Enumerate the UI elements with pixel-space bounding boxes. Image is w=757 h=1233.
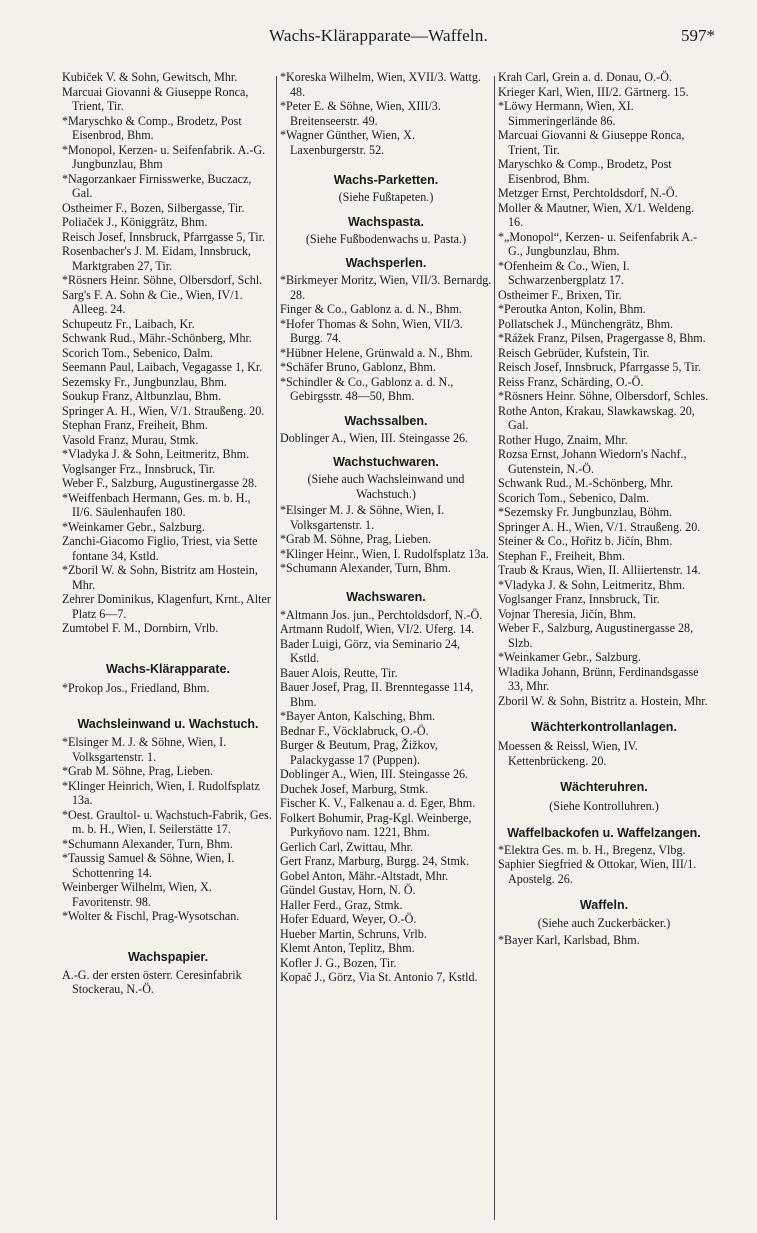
- directory-entry: Ostheimer F., Bozen, Silbergasse, Tir.: [62, 200, 245, 215]
- directory-entry: *Elektra Ges. m. b. H., Bregenz, Vlbg.: [498, 842, 686, 857]
- cross-reference-note: (Siehe Fußbodenwachs u. Pasta.): [305, 231, 467, 246]
- directory-entry: *Nagorzankaer Firnisswerke, Buczacz, Gal.: [62, 171, 255, 200]
- directory-entry: Soukup Franz, Altbunzlau, Bhm.: [62, 389, 222, 403]
- directory-entry: Steiner & Co., Hořitz b. Jičín, Bhm.: [498, 534, 673, 548]
- column-divider: [494, 76, 495, 1220]
- directory-entry: Doblinger A., Wien, III. Steingasse 26.: [280, 430, 469, 445]
- directory-entry: *Wolter & Fischl, Prag-Wysotschan.: [62, 909, 240, 923]
- directory-entry: *Vladyka J. & Sohn, Leitmeritz, Bhm.: [62, 447, 250, 461]
- directory-entry: Schupeutz Fr., Laibach, Kr.: [62, 316, 195, 331]
- directory-entry: *Schäfer Bruno, Gablonz, Bhm.: [280, 360, 436, 374]
- section-heading: Waffelbackofen u. Waffelzangen.: [507, 825, 701, 840]
- section-heading: Wachsleinwand u. Wachstuch.: [77, 717, 259, 731]
- directory-entry: *Prokop Jos., Friedland, Bhm.: [62, 680, 210, 695]
- directory-entry: *Peter E. & Söhne, Wien, XIII/3. Breitenseerstr. 49.: [280, 99, 444, 128]
- directory-entry: Vojnar Theresia, Jičín, Bhm.: [498, 606, 636, 621]
- directory-entry: Weber F., Salzburg, Augustinergasse 28, Slzb.: [498, 621, 697, 650]
- directory-entry: *Maryschko & Comp., Brodetz, Post Eisenbrod, Bhm.: [62, 113, 245, 142]
- directory-entry: Bauer Alois, Reutte, Tir.: [280, 665, 398, 680]
- directory-entry: Burger & Beutum, Prag, Žižkov, Palackygasse 17 (Puppen).: [280, 738, 441, 767]
- directory-entry: *Bayer Anton, Kalsching, Bhm.: [280, 709, 436, 723]
- directory-entry: Scorich Tom., Sebenico, Dalm.: [62, 345, 214, 360]
- directory-entry: *Klinger Heinrich, Wien, I. Rudolfsplatz 13a.: [62, 778, 263, 807]
- page-number: 597*: [681, 26, 715, 45]
- section-heading: Wachstuchwaren.: [333, 455, 439, 469]
- directory-entry: *Schumann Alexander, Turn, Bhm.: [280, 561, 451, 575]
- directory-entry: Gobel Anton, Mähr.-Altstadt, Mhr.: [280, 868, 449, 883]
- directory-entry: Sezemsky Fr., Jungbunzlau, Bhm.: [62, 374, 227, 389]
- directory-entry: *Bayer Karl, Karlsbad, Bhm.: [498, 932, 640, 947]
- page-header: [0, 26, 757, 48]
- directory-entry: Rozsa Ernst, Johann Wiedorn's Nachf., Gutenstein, N.-Ö.: [498, 447, 690, 476]
- directory-entry: *Schumann Alexander, Turn, Bhm.: [62, 836, 233, 851]
- section-heading: Wächterkontrollanlagen.: [531, 720, 677, 734]
- section-heading: Wachs-Klärapparate.: [106, 661, 230, 676]
- directory-entry: *Oest. Graultol- u. Wachstuch-Fabrik, Ges. m. b. H., Wien, I. Seilerstätte 17.: [62, 807, 275, 836]
- directory-entry: Bednar F., Vöcklabruck, O.-Ö.: [280, 723, 429, 738]
- directory-entry: A.-G. der ersten österr. Ceresinfabrik Stockerau, N.-Ö.: [62, 967, 245, 996]
- running-title: Wachs-Klärapparate—Waffeln.: [269, 26, 488, 45]
- directory-entry: Poliaček J., Königgrätz, Bhm.: [62, 215, 208, 229]
- directory-entry: Stephan Franz, Freiheit, Bhm.: [62, 418, 208, 432]
- directory-entry: Saphier Siegfried & Ottokar, Wien, III/1. Apostelg. 26.: [498, 857, 699, 886]
- directory-entry: Kopač J., Görz, Via St. Antonio 7, Kstld.: [280, 970, 478, 984]
- directory-entry: Zumtobel F. M., Dornbirn, Vrlb.: [62, 621, 219, 635]
- directory-entry: Wladika Johann, Brünn, Ferdinandsgasse 33, Mhr.: [498, 664, 702, 693]
- directory-entry: Gündel Gustav, Horn, N. Ö.: [280, 883, 416, 897]
- cross-reference-note: (Siehe Kontrolluhren.): [549, 799, 659, 813]
- directory-entry: *Vladyka J. & Sohn, Leitmeritz, Bhm.: [498, 577, 686, 592]
- directory-entry: Rother Hugo, Znaim, Mhr.: [498, 432, 628, 447]
- directory-entry: *Schindler & Co., Gablonz a. d. N., Gebirgsstr. 48—50, Bhm.: [280, 374, 457, 403]
- section-heading: Wachswaren.: [346, 589, 426, 604]
- directory-entry: *Elsinger M. J. & Söhne, Wien, I. Volksgartenstr. 1.: [62, 735, 230, 764]
- directory-entry: Fischer K. V., Falkenau a. d. Eger, Bhm.: [280, 796, 476, 810]
- directory-entry: *Hofer Thomas & Sohn, Wien, VII/3. Burgg. 74.: [280, 316, 466, 345]
- directory-entry: Zehrer Dominikus, Klagenfurt, Krnt., Alter Platz 6—7.: [62, 592, 274, 621]
- directory-entry: Haller Ferd., Graz, Stmk.: [280, 897, 403, 912]
- directory-entry: Metzger Ernst, Perchtoldsdorf, N.-Ö.: [498, 186, 678, 200]
- directory-entry: Moessen & Reissl, Wien, IV. Kettenbrückeng. 20.: [498, 739, 641, 768]
- section-heading: Waffeln.: [579, 898, 629, 912]
- directory-entry: Artmann Rudolf, Wien, VI/2. Uferg. 14.: [280, 622, 475, 636]
- directory-entry: Springer A. H., Wien, V/1. Straußeng. 20.: [62, 403, 265, 418]
- directory-entry: *Sezemsky Fr. Jungbunzlau, Böhm.: [498, 505, 673, 519]
- directory-entry: Kubiček V. & Sohn, Gewitsch, Mhr.: [62, 70, 238, 84]
- directory-entry: *Weiffenbach Hermann, Ges. m. b. H., II/6. Säulenhaufen 180.: [62, 490, 254, 519]
- directory-entry: Rosenbacher's J. M. Eidam, Innsbruck, Marktgraben 27, Tir.: [62, 244, 254, 273]
- directory-entry: Scorich Tom., Sebenico, Dalm.: [498, 490, 650, 505]
- directory-entry: Ostheimer F., Brixen, Tir.: [498, 287, 622, 302]
- section-heading: Wachsperlen.: [345, 256, 427, 270]
- directory-entry: Bauer Josef, Prag, II. Brenntegasse 114, Bhm.: [280, 680, 477, 709]
- column-divider: [276, 76, 277, 1220]
- directory-entry: Weinberger Wilhelm, Wien, X. Favoritenstr. 98.: [62, 880, 215, 909]
- directory-entry: Schwank Rud., Mähr.-Schönberg, Mhr.: [62, 331, 252, 345]
- directory-entry: Hofer Eduard, Weyer, O.-Ö.: [280, 912, 417, 926]
- directory-entry: Moller & Mautner, Wien, X/1. Weldeng. 16.: [498, 200, 698, 229]
- directory-entry: Doblinger A., Wien, III. Steingasse 26.: [280, 767, 469, 781]
- directory-entry: *Rösners Heinr. Söhne, Olbersdorf, Schles.: [498, 389, 709, 403]
- directory-entry: *Grab M. Söhne, Prag, Lieben.: [62, 764, 214, 778]
- directory-entry: Zboril W. & Sohn, Bistritz a. Hostein, Mhr.: [498, 693, 708, 708]
- directory-entry: Marcuai Giovanni & Giuseppe Ronca, Trient, Tir.: [498, 128, 688, 157]
- directory-entry: Maryschko & Comp., Brodetz, Post Eisenbrod, Bhm.: [498, 157, 675, 186]
- directory-entry: Rothe Anton, Krakau, Slawkawskag. 20, Gal.: [498, 403, 698, 432]
- directory-entry: *Klinger Heinr., Wien, I. Rudolfsplatz 13a.: [280, 546, 489, 561]
- directory-entry: Reisch Josef, Innsbruck, Pfarrgasse 5, Tir.: [498, 360, 702, 374]
- directory-entry: *Taussig Samuel & Söhne, Wien, I. Schottenring 14.: [62, 851, 238, 880]
- section-heading: Wachspasta.: [348, 214, 424, 229]
- directory-entry: *Weinkamer Gebr., Salzburg.: [62, 519, 205, 534]
- directory-entry: *Grab M. Söhne, Prag, Lieben.: [280, 532, 432, 546]
- directory-entry: *Zboril W. & Sohn, Bistritz am Hostein, Mhr.: [62, 563, 261, 592]
- directory-entry: *Birkmeyer Moritz, Wien, VII/3. Bernardg. 28.: [280, 273, 495, 302]
- section-heading: Wachssalben.: [344, 413, 428, 428]
- directory-entry: Hueber Martin, Schruns, Vrlb.: [280, 926, 427, 941]
- directory-entry: Klemt Anton, Teplitz, Bhm.: [280, 941, 415, 955]
- directory-entry: *Ofenheim & Co., Wien, I. Schwarzenbergplatz 17.: [498, 258, 633, 287]
- directory-entry: Krieger Karl, Wien, III/2. Gärtnerg. 15.: [498, 84, 689, 99]
- section-heading: Wachspapier.: [127, 949, 209, 964]
- column-middle: [280, 70, 495, 1220]
- directory-entry: Weber F., Salzburg, Augustinergasse 28.: [62, 476, 258, 490]
- directory-entry: *Monopol, Kerzen- u. Seifenfabrik. A.-G. Jungbunzlau, Bhm: [62, 142, 269, 171]
- directory-entry: Springer A. H., Wien, V/1. Straußeng. 20.: [498, 519, 701, 534]
- directory-entry: Voglsanger Frz., Innsbruck, Tir.: [62, 461, 216, 476]
- directory-entry: Duchek Josef, Marburg, Stmk.: [280, 781, 429, 796]
- directory-entry: *Weinkamer Gebr., Salzburg.: [498, 650, 641, 664]
- section-heading: Wächteruhren.: [560, 780, 648, 794]
- directory-entry: *Koreska Wilhelm, Wien, XVII/3. Wattg. 48.: [280, 70, 484, 99]
- directory-entry: Pollatschek J., Münchengrätz, Bhm.: [498, 316, 673, 331]
- directory-entry: Vasold Franz, Murau, Stmk.: [62, 432, 199, 447]
- directory-entry: Schwank Rud., M.-Schönberg, Mhr.: [498, 476, 674, 490]
- directory-entry: Zanchi-Giacomo Figlio, Triest, via Sette fontane 34, Kstld.: [62, 534, 261, 563]
- directory-entry: Marcuai Giovanni & Giuseppe Ronca, Trient, Tir.: [62, 84, 252, 113]
- directory-entry: Traub & Kraus, Wien, II. Alliiertenstr. 14.: [498, 563, 701, 577]
- column-right: [498, 70, 710, 1220]
- directory-entry: *Altmann Jos. jun., Perchtoldsdorf, N.-Ö.: [280, 607, 483, 622]
- directory-entry: *Rážek Franz, Pilsen, Pragergasse 8, Bhm.: [498, 331, 706, 345]
- directory-entry: Reisch Gebrüder, Kufstein, Tir.: [498, 345, 650, 360]
- directory-entry: Sarg's F. A. Sohn & Cie., Wien, IV/1. Alleeg. 24.: [62, 287, 246, 316]
- directory-entry: Finger & Co., Gablonz a. d. N., Bhm.: [280, 302, 463, 316]
- directory-entry: Gerlich Carl, Zwittau, Mhr.: [280, 839, 414, 854]
- directory-entry: Folkert Bohumir, Prag-Kgl. Weinberge, Purkyňovo nam. 1221, Bhm.: [280, 810, 475, 839]
- column-left: [62, 70, 274, 1220]
- directory-entry: Bader Luigi, Görz, via Seminario 24, Kstld.: [280, 636, 464, 665]
- directory-entry: Reisch Josef, Innsbruck, Pfarrgasse 5, Tir.: [62, 229, 266, 244]
- directory-entry: Reiss Franz, Schärding, O.-Ö.: [498, 374, 644, 389]
- cross-reference-note: (Siehe auch Zuckerbäcker.): [537, 916, 671, 930]
- directory-entry: *„Monopol“, Kerzen- u. Seifenfabrik A.-G., Jungbunzlau, Bhm.: [498, 229, 698, 258]
- cross-reference-note: (Siehe auch Wachsleinwand und Wachstuch.): [307, 472, 465, 501]
- directory-entry: Seemann Paul, Laibach, Vegagasse 1, Kr.: [62, 360, 263, 374]
- directory-entry: *Peroutka Anton, Kolin, Bhm.: [498, 302, 646, 316]
- directory-entry: Gert Franz, Marburg, Burgg. 24, Stmk.: [280, 854, 470, 868]
- directory-entry: Krah Carl, Grein a. d. Donau, O.-Ö.: [498, 70, 672, 84]
- directory-entry: *Wagner Günther, Wien, X. Laxenburgerstr. 52.: [280, 128, 418, 157]
- directory-entry: *Elsinger M. J. & Söhne, Wien, I. Volksgartenstr. 1.: [280, 503, 448, 532]
- section-heading: Wachs-Parketten.: [333, 173, 439, 187]
- directory-entry: *Löwy Hermann, Wien, XI. Simmeringerlände 86.: [498, 99, 637, 128]
- cross-reference-note: (Siehe Fußtapeten.): [338, 190, 434, 204]
- directory-entry: Voglsanger Franz, Innsbruck, Tir.: [498, 592, 660, 606]
- directory-entry: *Hübner Helene, Grünwald a. N., Bhm.: [280, 345, 473, 360]
- columns-area: [62, 70, 710, 1220]
- directory-entry: *Rösners Heinr. Söhne, Olbersdorf, Schl.: [62, 273, 263, 287]
- directory-entry: Kofler J. G., Bozen, Tir.: [280, 955, 397, 970]
- directory-entry: Stephan F., Freiheit, Bhm.: [498, 548, 626, 563]
